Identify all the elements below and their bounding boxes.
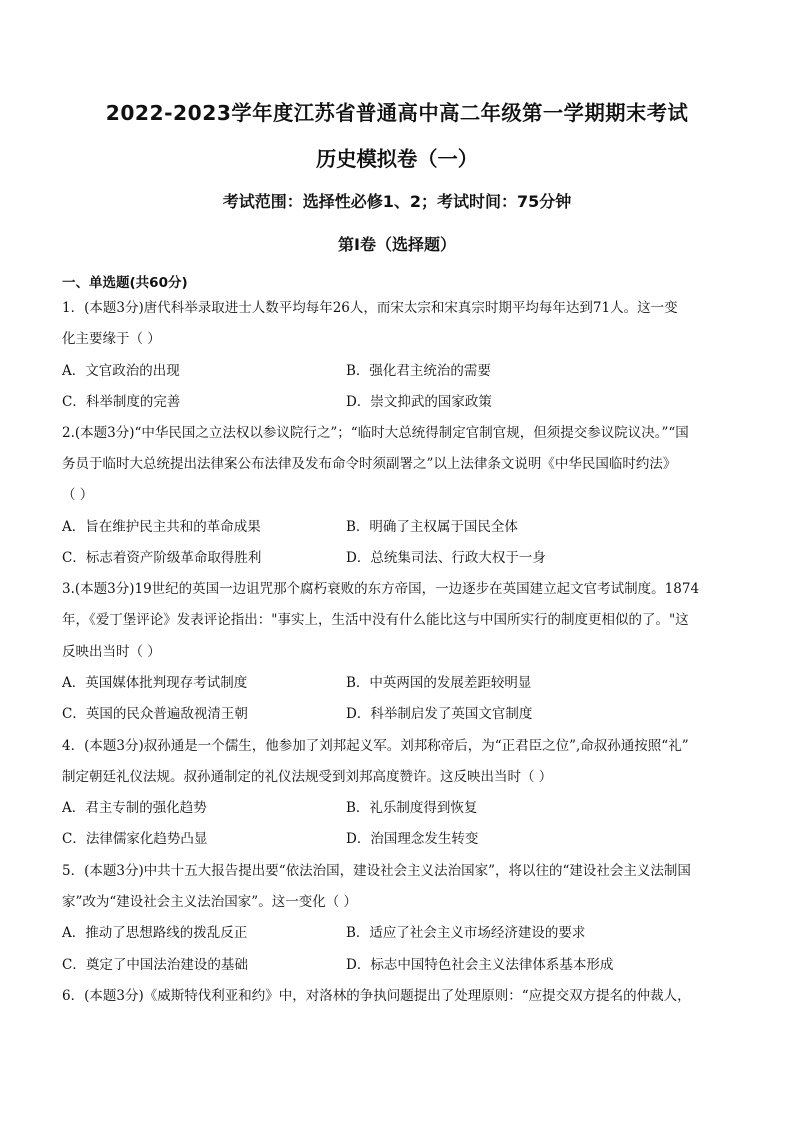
question-4-option-a: A．君主专制的强化趋势 <box>62 800 207 816</box>
exam-title: 2022-2023学年度江苏省普通高中高二年级第一学期期末考试 <box>105 101 689 125</box>
question-6-line-1: 6．(本题3分)《威斯特伐利亚和约》中，对洛林的争执问题提出了处理原则：“应提交双方提名的仲裁人， <box>62 988 691 1004</box>
question-4-line-2: 制定朝廷礼仪法规。叔孙通制定的礼仪法规受到刘邦高度赞许。这反映出当时（ ） <box>62 769 553 785</box>
question-4-line-1: 4．(本题3分)叔孙通是一个儒生，他参加了刘邦起义军。刘邦称帝后，为“正君臣之位”,命叔孙通按照“礼” <box>62 738 689 754</box>
question-5-option-d: D．标志中国特色社会主义法律体系基本形成 <box>346 957 614 973</box>
exam-info: 考试范围：选择性必修1、2；考试时间：75分钟 <box>222 192 572 211</box>
question-5-option-b: B．适应了社会主义市场经济建设的要求 <box>346 925 586 941</box>
question-2-option-a: A．旨在维护民主共和的革命成果 <box>62 519 261 535</box>
question-5-option-c: C．奠定了中国法治建设的基础 <box>62 957 248 973</box>
question-4-option-b: B．礼乐制度得到恢复 <box>346 800 478 816</box>
question-1-line-2: 化主要缘于（ ） <box>62 331 161 347</box>
question-1-option-b: B．强化君主统治的需要 <box>346 363 491 379</box>
question-1-option-a: A．文官政治的出现 <box>62 363 180 379</box>
question-3-option-a: A．英国媒体批判现存考试制度 <box>62 675 248 691</box>
question-2-line-2: 务员于临时大总统提出法律案公布法律及发布命令时须副署之”以上法律条文说明《中华民国临时约法》 <box>62 456 677 472</box>
question-2-line-1: 2.(本题3分)“中华民国之立法权以参议院行之”；“临时大总统得制定官制官规，但须提交参议院议决。”“国 <box>62 425 689 441</box>
question-3-line-1: 3.(本题3分)19世纪的英国一边诅咒那个腐朽衰败的东方帝国，一边逐步在英国建立起文官考试制度。1874 <box>62 581 700 597</box>
question-5-option-a: A．推动了思想路线的拨乱反正 <box>62 925 248 941</box>
question-2-option-d: D．总统集司法、行政大权于一身 <box>346 550 546 566</box>
question-3-line-3: 反映出当时（ ） <box>62 644 161 660</box>
question-4-option-d: D．治国理念发生转变 <box>346 831 479 847</box>
question-2-option-b: B．明确了主权属于国民全体 <box>346 519 518 535</box>
question-1-line-1: 1．(本题3分)唐代科举录取进士人数平均每年26人，而宋太宗和宋真宗时期平均每年达到71人。这一变 <box>62 300 678 316</box>
question-3-option-c: C．英国的民众普遍敌视清王朝 <box>62 706 248 722</box>
section-title: 一、单选题(共60分) <box>62 275 188 291</box>
question-1-option-c: C．科举制度的完善 <box>62 394 181 410</box>
question-3-line-2: 年，《爱丁堡评论》发表评论指出："事实上，生活中没有什么能比这与中国所实行的制度更相似的了。"这 <box>62 612 689 628</box>
exam-subtitle: 历史模拟卷（一） <box>315 147 479 171</box>
part-title: 第Ⅰ卷（选择题） <box>338 235 456 254</box>
question-5-line-2: 家”改为“建设社会主义法治国家”。这一变化（ ） <box>62 894 357 910</box>
question-3-option-b: B．中英两国的发展差距较明显 <box>346 675 532 691</box>
question-3-option-d: D．科举制启发了英国文官制度 <box>346 706 533 722</box>
question-4-option-c: C．法律儒家化趋势凸显 <box>62 831 208 847</box>
question-5-line-1: 5．(本题3分)中共十五大报告提出要“依法治国，建设社会主义法治国家”，将以往的“建设社会主义法制国 <box>62 863 691 879</box>
question-1-option-d: D．崇文抑武的国家政策 <box>346 394 492 410</box>
question-2-option-c: C．标志着资产阶级革命取得胜利 <box>62 550 262 566</box>
question-2-line-3: （ ） <box>62 487 94 503</box>
